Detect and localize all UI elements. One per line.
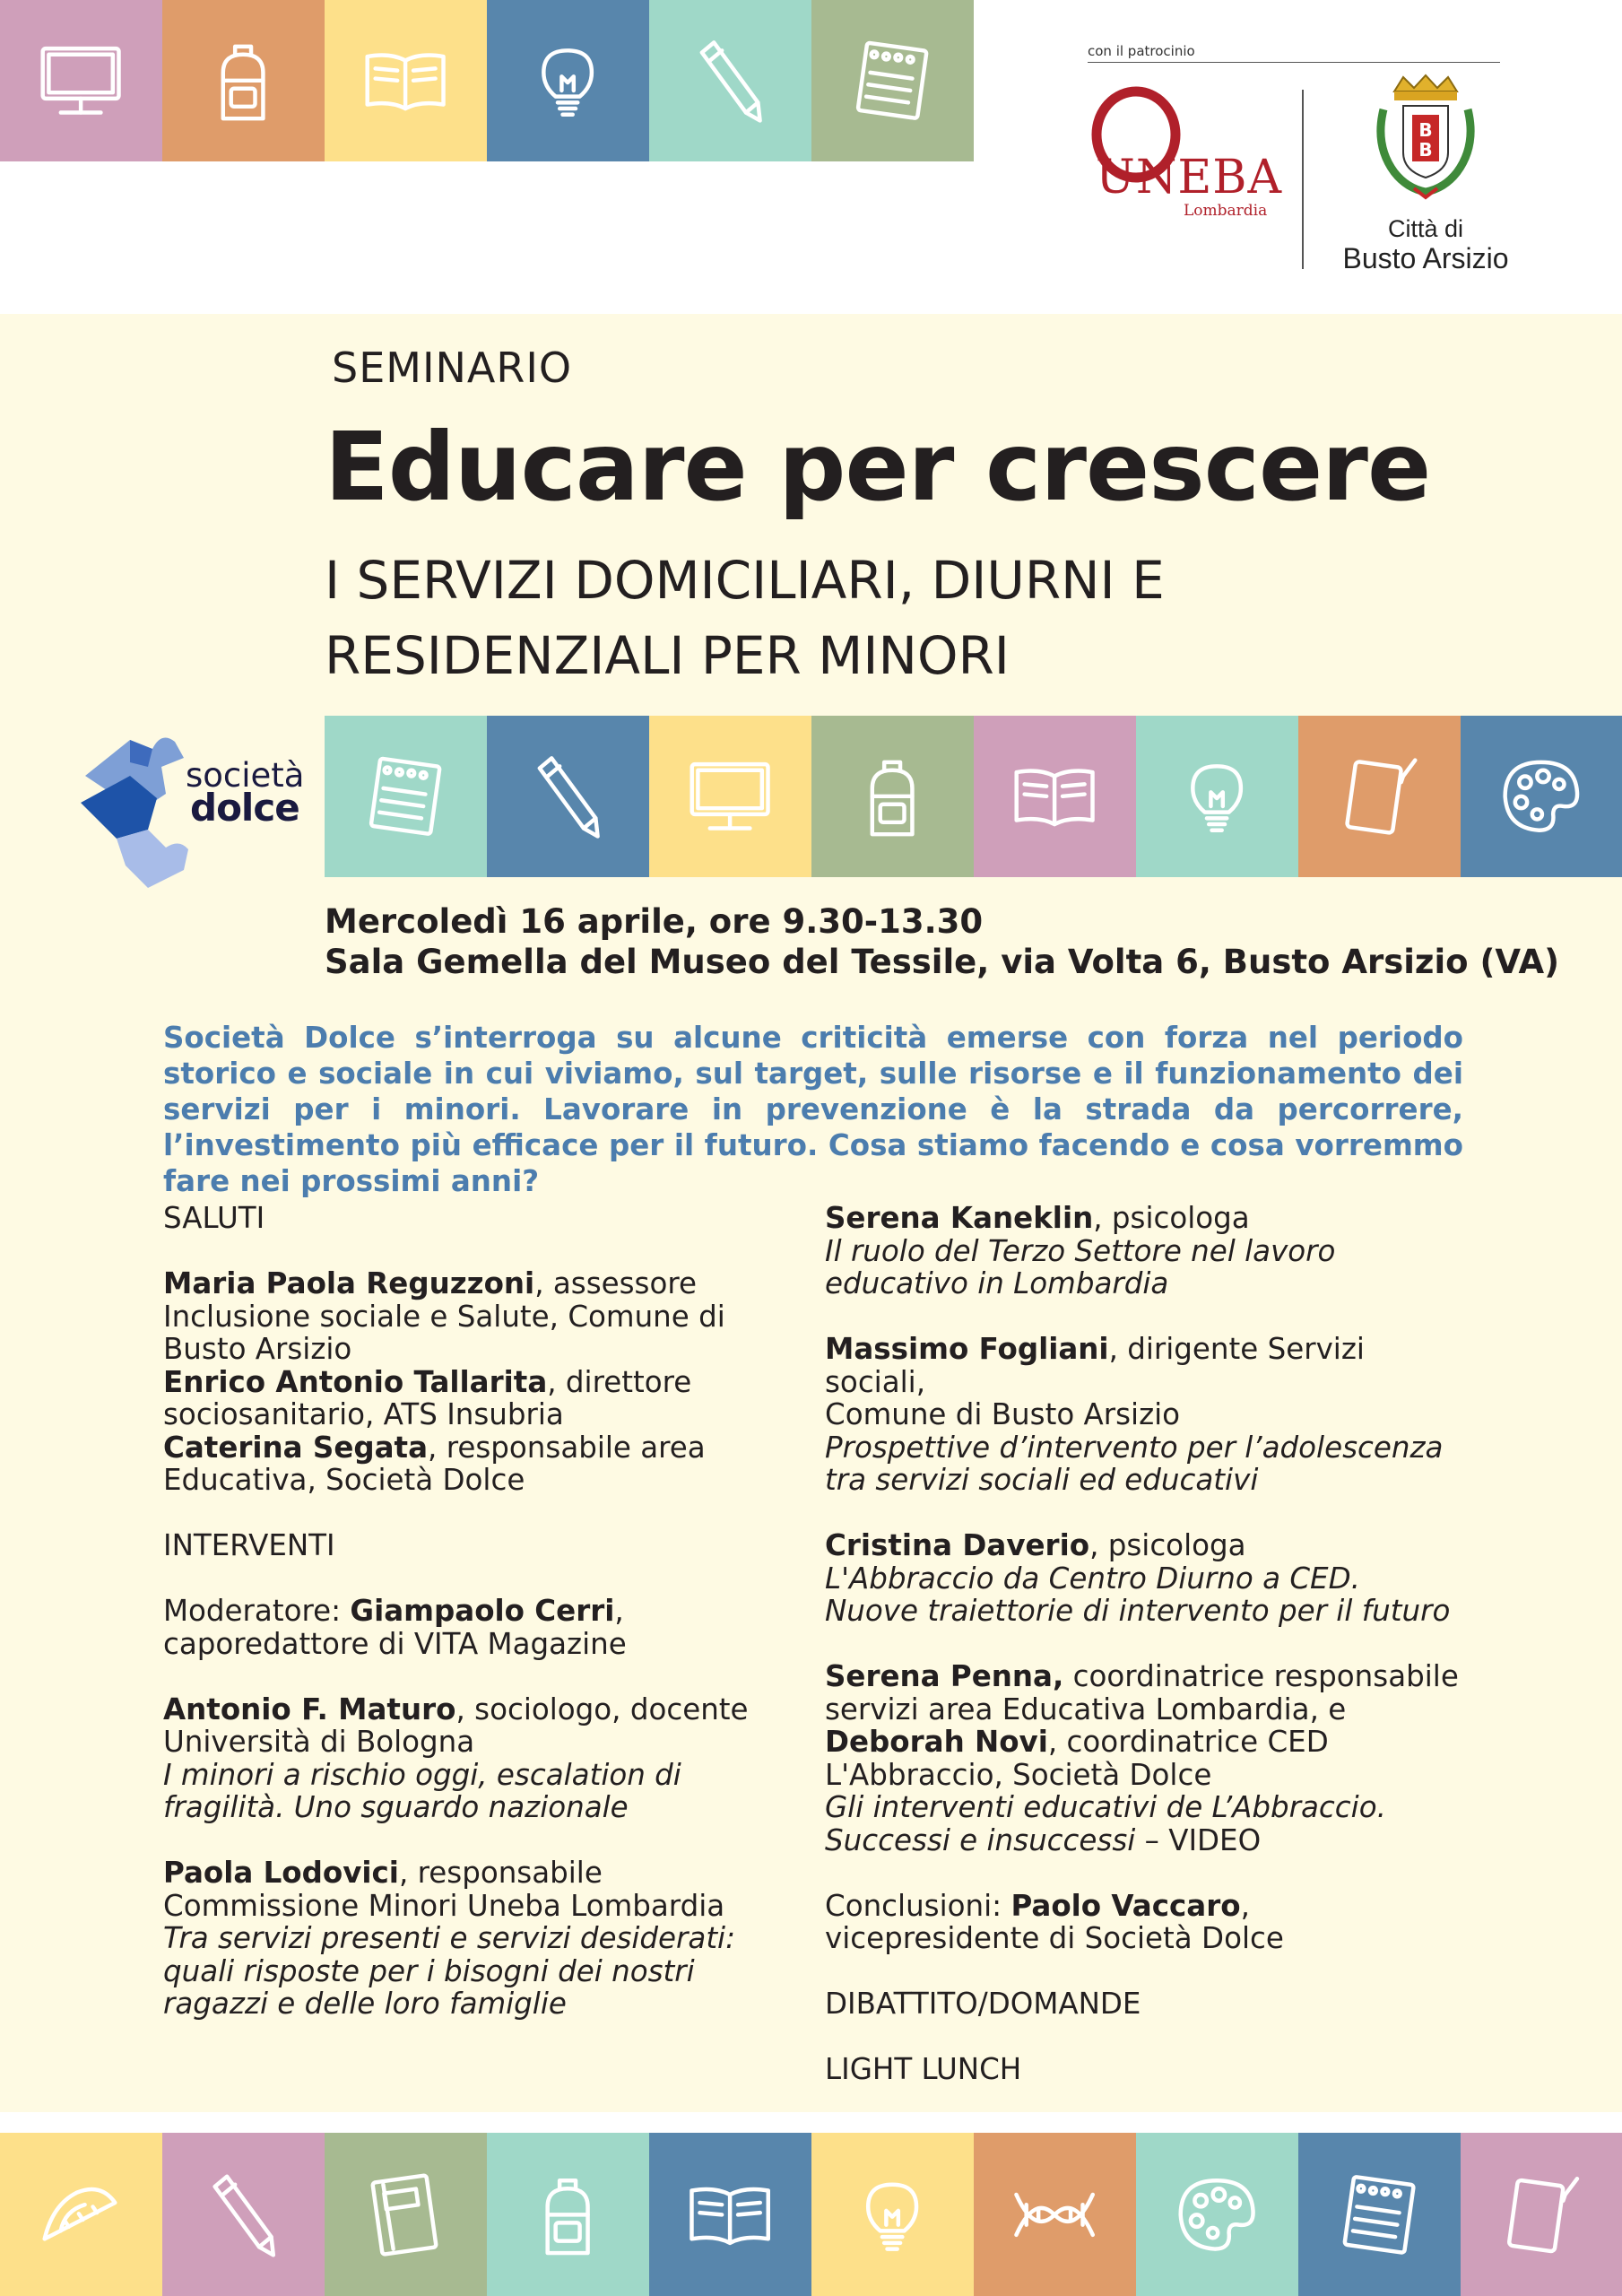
speaker-kaneklin: Serena Kaneklin, psicologa [825, 1201, 1250, 1235]
protractor-icon [30, 2164, 131, 2266]
talk-title: quali risposte per i bisogni dei nostri [163, 1953, 695, 1988]
tile-lightbulb [487, 0, 649, 161]
moderator: Moderatore: Giampaolo Cerri, [163, 1594, 624, 1628]
speaker-penna: Serena Penna, coordinatrice responsabile [825, 1659, 1459, 1693]
backpack-icon [193, 30, 293, 131]
book-icon [1004, 746, 1105, 847]
talk-title: Prospettive d’intervento per l’adolescenza [825, 1430, 1444, 1465]
tile-notepad [811, 0, 974, 161]
speaker-reguzzoni: Maria Paola Reguzzoni, assessore [163, 1266, 698, 1300]
speaker-role: Inclusione sociale e Salute, Comune di [163, 1299, 725, 1334]
palette-icon [1491, 746, 1592, 847]
section-interventi: INTERVENTI [163, 1528, 335, 1562]
uneba-logo-name: UNEBA [1096, 151, 1283, 204]
busto-arsizio-crest [1367, 74, 1484, 208]
lightbulb-icon [1167, 746, 1267, 847]
speaker-role: Comune di Busto Arsizio [825, 1397, 1181, 1431]
tile-pencil [649, 0, 811, 161]
tablet-icon [1491, 2164, 1592, 2266]
societa-dolce-logo-line1: società [186, 756, 305, 795]
speaker-role: L'Abbraccio, Società Dolce [825, 1757, 1212, 1792]
citta-line1: Città di [1387, 215, 1464, 242]
speaker-role: Busto Arsizio [163, 1332, 352, 1366]
speaker-fogliani: Massimo Fogliani, dirigente Servizi sociali, [825, 1332, 1365, 1399]
talk-title: Gli interventi educativi de L’Abbraccio. [825, 1790, 1386, 1824]
tile-notebook [325, 2133, 487, 2296]
speaker-novi: Deborah Novi, coordinatrice CED [825, 1725, 1329, 1759]
talk-title: fragilità. Uno sguardo nazionale [163, 1790, 629, 1824]
book-icon [355, 30, 455, 131]
talk-title: I minori a rischio oggi, escalation di [163, 1757, 681, 1792]
tile-book [325, 0, 487, 161]
dna-icon [1004, 2164, 1105, 2266]
speaker-lodovici: Paola Lodovici, responsabile [163, 1856, 603, 1890]
speaker-role: caporedattore di VITA Magazine [163, 1626, 627, 1661]
speaker-daverio: Cristina Daverio, psicologa [825, 1528, 1246, 1562]
monitor-icon [680, 746, 780, 847]
tile-tablet [1461, 2133, 1622, 2296]
notepad-icon [1329, 2164, 1429, 2266]
talk-title: Nuove traiettorie di intervento per il futuro [825, 1594, 1451, 1628]
seminar-label: SEMINARIO [332, 344, 573, 392]
backpack-icon [842, 746, 942, 847]
notepad-icon [355, 746, 455, 847]
subtitle [325, 543, 1562, 693]
logo-divider [1302, 90, 1304, 269]
backpack-icon [517, 2164, 618, 2266]
program-right-column [825, 1202, 1470, 2086]
tile-lightbulb [811, 2133, 974, 2296]
talk-title: ragazzi e delle loro famiglie [163, 1987, 567, 2021]
tile-palette [1461, 716, 1622, 877]
speaker-segata: Caterina Segata, responsabile area [163, 1430, 706, 1465]
svg-text:B: B [1418, 139, 1433, 161]
speaker-role: sociosanitario, ATS Insubria [163, 1397, 564, 1431]
tile-lightbulb [1136, 716, 1298, 877]
svg-text:B: B [1418, 119, 1433, 141]
palette-icon [1167, 2164, 1267, 2266]
notepad-icon [842, 30, 942, 131]
lightbulb-icon [842, 2164, 942, 2266]
section-lunch: LIGHT LUNCH [825, 2052, 1022, 2086]
notebook-icon [355, 2164, 455, 2266]
patrocinio-divider [1088, 62, 1500, 63]
tile-book [649, 2133, 811, 2296]
speaker-role: Commissione Minori Uneba Lombardia [163, 1888, 725, 1923]
monitor-icon [30, 30, 131, 131]
tile-backpack [162, 0, 325, 161]
tile-pencil [162, 2133, 325, 2296]
tile-pencil [487, 716, 649, 877]
speaker-role: Università di Bologna [163, 1725, 475, 1759]
speaker-role: vicepresidente di Società Dolce [825, 1921, 1284, 1955]
pencil-icon [193, 2164, 293, 2266]
event-date: Mercoledì 16 aprile, ore 9.30-13.30 [325, 902, 984, 941]
societa-dolce-logo-line2: dolce [190, 786, 299, 830]
tile-palette [1136, 2133, 1298, 2296]
patrocinio-label: con il patrocinio [1088, 43, 1195, 59]
talk-title: L'Abbraccio da Centro Diurno a CED. [825, 1561, 1360, 1596]
tile-dna [974, 2133, 1136, 2296]
tile-notepad [1298, 2133, 1461, 2296]
main-title: Educare per crescere [325, 413, 1431, 522]
book-icon [680, 2164, 780, 2266]
tile-book [974, 716, 1136, 877]
section-dibattito: DIBATTITO/DOMANDE [825, 1987, 1141, 2021]
speaker-role: servizi area Educativa Lombardia, e [825, 1692, 1347, 1726]
pencil-icon [680, 30, 780, 131]
tile-backpack [811, 716, 974, 877]
talk-title: Tra servizi presenti e servizi desiderati: [163, 1921, 736, 1955]
tile-backpack [487, 2133, 649, 2296]
lightbulb-icon [517, 30, 618, 131]
tile-monitor [0, 0, 162, 161]
speaker-maturo: Antonio F. Maturo, sociologo, docente [163, 1692, 749, 1726]
tile-tablet [1298, 716, 1461, 877]
citta-line2: Busto Arsizio [1342, 242, 1509, 274]
tile-notepad [325, 716, 487, 877]
subtitle-line1: I SERVIZI DOMICILIARI, DIURNI E [325, 550, 1165, 611]
speaker-role: Educativa, Società Dolce [163, 1463, 525, 1497]
intro-paragraph: Società Dolce s’interroga su alcune criticità emerse con forza nel periodo storico e sociale in cui viviamo, sul target, sulle risorse e il funzionamento dei servizi per i minori. Lavorare in prevenzione è la strada da percorrere, l’investimento più efficace per il futuro. Cosa stiamo facendo e cosa vorremmo fare nei prossimi anni? [163, 1021, 1463, 1198]
event-place: Sala Gemella del Museo del Tessile, via Volta 6, Busto Arsizio (VA) [325, 943, 1560, 981]
speaker-tallarita: Enrico Antonio Tallarita, direttore [163, 1364, 692, 1399]
pencil-icon [517, 746, 618, 847]
tile-protractor [0, 2133, 162, 2296]
tile-monitor [649, 716, 811, 877]
subtitle-line2: RESIDENZIALI PER MINORI [325, 625, 1010, 686]
program-left-column [163, 1202, 782, 2021]
talk-title: Successi e insuccessi – VIDEO [825, 1822, 1262, 1857]
conclusions: Conclusioni: Paolo Vaccaro, [825, 1888, 1250, 1923]
talk-title: tra servizi sociali ed educativi [825, 1463, 1259, 1497]
section-saluti: SALUTI [163, 1201, 265, 1235]
tablet-icon [1329, 746, 1429, 847]
talk-title: Il ruolo del Terzo Settore nel lavoro [825, 1233, 1336, 1268]
uneba-logo-subtitle: Lombardia [1184, 202, 1268, 220]
talk-title: educativo in Lombardia [825, 1266, 1169, 1300]
